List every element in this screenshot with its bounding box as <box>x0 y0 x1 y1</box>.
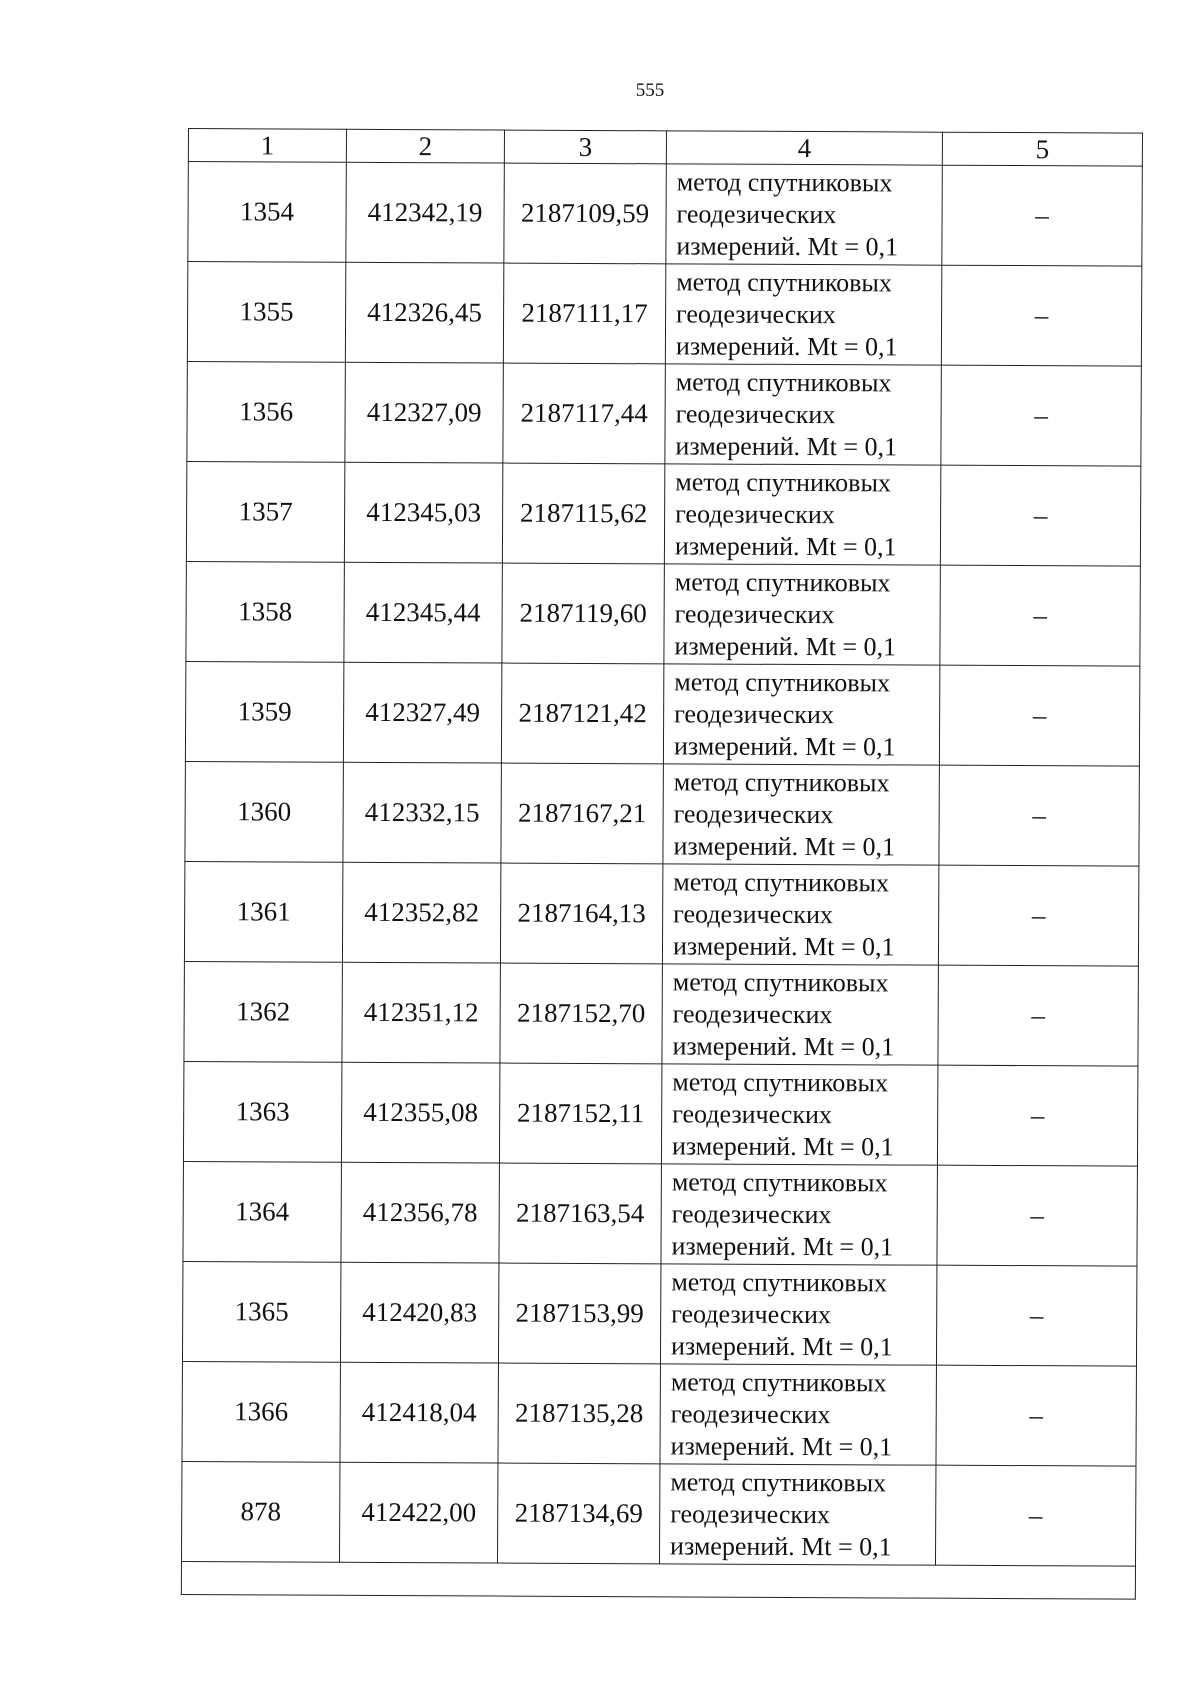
y-coordinate-cell: 2187134,69 <box>497 1463 659 1564</box>
method-line: геодезических <box>673 798 834 829</box>
note-cell: – <box>935 1465 1135 1566</box>
method-line: геодезических <box>676 298 836 329</box>
method-line: метод спутниковых <box>671 1266 888 1297</box>
method-description-cell <box>664 564 940 665</box>
column-header: 2 <box>346 129 504 163</box>
note-cell: – <box>939 765 1139 866</box>
method-line: геодезических <box>674 698 834 729</box>
empty-trailing-row <box>181 1561 1135 1599</box>
y-coordinate-cell: 2187153,99 <box>498 1263 660 1364</box>
table-row <box>182 1361 1136 1466</box>
method-line: метод спутниковых <box>675 466 892 497</box>
x-coordinate-cell: 412345,44 <box>344 562 502 663</box>
method-line: геодезических <box>672 1098 832 1129</box>
coordinates-table <box>181 128 1143 1600</box>
coordinates-table-body <box>181 129 1142 1600</box>
point-number-cell: 1360 <box>185 761 343 862</box>
table-row <box>182 1261 1136 1366</box>
method-line: измерений. Mt = 0,1 <box>670 1330 893 1361</box>
x-coordinate-cell: 412326,45 <box>345 262 503 363</box>
column-header: 3 <box>504 130 666 164</box>
column-header: 4 <box>666 131 942 165</box>
point-number-cell: 1365 <box>182 1261 340 1362</box>
table-row <box>181 1461 1135 1566</box>
method-line: измерений. Mt = 0,1 <box>674 530 897 561</box>
table-row <box>185 761 1139 866</box>
method-line: метод спутниковых <box>674 666 891 697</box>
note-cell: – <box>936 1265 1136 1366</box>
y-coordinate-cell: 2187163,54 <box>499 1163 661 1264</box>
x-coordinate-cell: 412345,03 <box>344 462 502 563</box>
method-line: измерений. Mt = 0,1 <box>674 630 897 661</box>
method-line: метод спутниковых <box>674 566 891 597</box>
y-coordinate-cell: 2187121,42 <box>501 663 663 764</box>
x-coordinate-cell: 412352,82 <box>342 862 500 963</box>
point-number-cell: 1359 <box>185 661 343 762</box>
method-line: метод спутниковых <box>671 1166 888 1197</box>
table-row <box>184 961 1138 1066</box>
empty-cell <box>181 1561 1135 1599</box>
note-cell: – <box>940 465 1140 566</box>
table-row <box>185 661 1139 766</box>
x-coordinate-cell: 412422,00 <box>339 1462 497 1563</box>
method-line: геодезических <box>671 1198 832 1229</box>
method-line: геодезических <box>670 1398 831 1429</box>
y-coordinate-cell: 2187109,59 <box>504 163 666 264</box>
y-coordinate-cell: 2187152,11 <box>499 1063 661 1164</box>
method-description-cell <box>665 264 941 365</box>
point-number-cell: 1356 <box>187 361 345 462</box>
method-description-cell <box>659 1464 935 1565</box>
method-line: измерений. Mt = 0,1 <box>672 930 895 961</box>
method-line: геодезических <box>670 1498 831 1529</box>
method-line: метод спутниковых <box>672 1066 889 1097</box>
method-description-cell <box>663 664 939 765</box>
note-cell: – <box>937 1065 1137 1166</box>
method-line: метод спутниковых <box>673 766 890 797</box>
y-coordinate-cell: 2187152,70 <box>500 963 662 1064</box>
point-number-cell: 878 <box>181 1461 339 1562</box>
table-row <box>186 461 1140 566</box>
y-coordinate-cell: 2187164,13 <box>500 863 662 964</box>
point-number-cell: 1363 <box>183 1061 341 1162</box>
x-coordinate-cell: 412351,12 <box>342 962 500 1063</box>
method-line: измерений. Mt = 0,1 <box>673 730 896 761</box>
y-coordinate-cell: 2187119,60 <box>502 563 664 664</box>
method-line: геодезических <box>672 998 833 1029</box>
method-line: метод спутниковых <box>670 1366 887 1397</box>
method-line: метод спутниковых <box>673 866 890 897</box>
x-coordinate-cell: 412356,78 <box>341 1162 499 1263</box>
note-cell: – <box>938 965 1138 1066</box>
method-description-cell <box>665 364 941 465</box>
method-line: метод спутниковых <box>676 266 893 297</box>
point-number-cell: 1366 <box>182 1361 340 1462</box>
table-row <box>183 1061 1137 1166</box>
note-cell: – <box>938 865 1138 966</box>
method-description-cell <box>662 864 938 965</box>
y-coordinate-cell: 2187115,62 <box>502 463 664 564</box>
table-row <box>184 861 1138 966</box>
page-number: 555 <box>635 80 665 101</box>
x-coordinate-cell: 412342,19 <box>346 162 504 263</box>
method-line: геодезических <box>674 598 835 629</box>
point-number-cell: 1358 <box>186 561 344 662</box>
method-line: измерений. Mt = 0,1 <box>670 1430 893 1461</box>
column-header: 5 <box>942 132 1142 166</box>
point-number-cell: 1357 <box>186 461 344 562</box>
note-cell: – <box>941 365 1141 466</box>
method-description-cell <box>661 1064 937 1165</box>
table-row <box>187 262 1141 367</box>
x-coordinate-cell: 412418,04 <box>340 1362 498 1463</box>
table-row <box>186 561 1140 666</box>
note-cell: – <box>937 1165 1137 1266</box>
method-line: метод спутниковых <box>675 366 892 397</box>
y-coordinate-cell: 2187111,17 <box>503 263 665 364</box>
note-cell: – <box>941 265 1141 366</box>
method-line: измерений. Mt = 0,1 <box>670 1530 892 1561</box>
method-line: геодезических <box>676 198 837 229</box>
method-line: измерений. Mt = 0,1 <box>671 1130 894 1161</box>
method-description-cell <box>666 164 942 265</box>
note-cell: – <box>936 1365 1136 1466</box>
method-line: геодезических <box>675 398 836 429</box>
y-coordinate-cell: 2187167,21 <box>501 763 663 864</box>
point-number-cell: 1361 <box>184 861 342 962</box>
method-line: измерений. Mt = 0,1 <box>672 1030 895 1061</box>
column-number-row <box>188 129 1142 167</box>
y-coordinate-cell: 2187117,44 <box>503 363 665 464</box>
column-header: 1 <box>188 129 346 163</box>
table-row <box>183 1161 1137 1266</box>
method-description-cell <box>662 964 938 1065</box>
x-coordinate-cell: 412332,15 <box>343 762 501 863</box>
method-line: измерений. Mt = 0,1 <box>673 830 896 861</box>
note-cell: – <box>939 665 1139 766</box>
method-line: метод спутниковых <box>670 1466 887 1497</box>
method-line: геодезических <box>671 1298 832 1329</box>
table-row <box>187 361 1141 466</box>
table-row <box>188 162 1142 267</box>
method-line: измерений. Mt = 0,1 <box>671 1230 894 1261</box>
x-coordinate-cell: 412355,08 <box>341 1062 499 1163</box>
method-description-cell <box>661 1164 937 1265</box>
method-line: измерений. Mt = 0,1 <box>675 330 898 361</box>
method-line: измерений. Mt = 0,1 <box>676 230 899 261</box>
method-description-cell <box>660 1364 936 1465</box>
x-coordinate-cell: 412420,83 <box>340 1262 498 1363</box>
method-line: геодезических <box>673 898 833 929</box>
method-line: метод спутниковых <box>676 166 893 197</box>
note-cell: – <box>942 165 1142 266</box>
method-description-cell <box>664 464 940 565</box>
method-line: метод спутниковых <box>672 966 889 997</box>
note-cell: – <box>940 565 1140 666</box>
method-line: измерений. Mt = 0,1 <box>675 430 898 461</box>
x-coordinate-cell: 412327,09 <box>345 362 503 463</box>
x-coordinate-cell: 412327,49 <box>343 662 501 763</box>
point-number-cell: 1364 <box>183 1161 341 1262</box>
method-description-cell <box>663 764 939 865</box>
point-number-cell: 1354 <box>188 162 346 263</box>
point-number-cell: 1355 <box>187 262 345 363</box>
method-description-cell <box>660 1264 936 1365</box>
y-coordinate-cell: 2187135,28 <box>498 1363 660 1464</box>
point-number-cell: 1362 <box>184 961 342 1062</box>
method-line: геодезических <box>675 498 835 529</box>
